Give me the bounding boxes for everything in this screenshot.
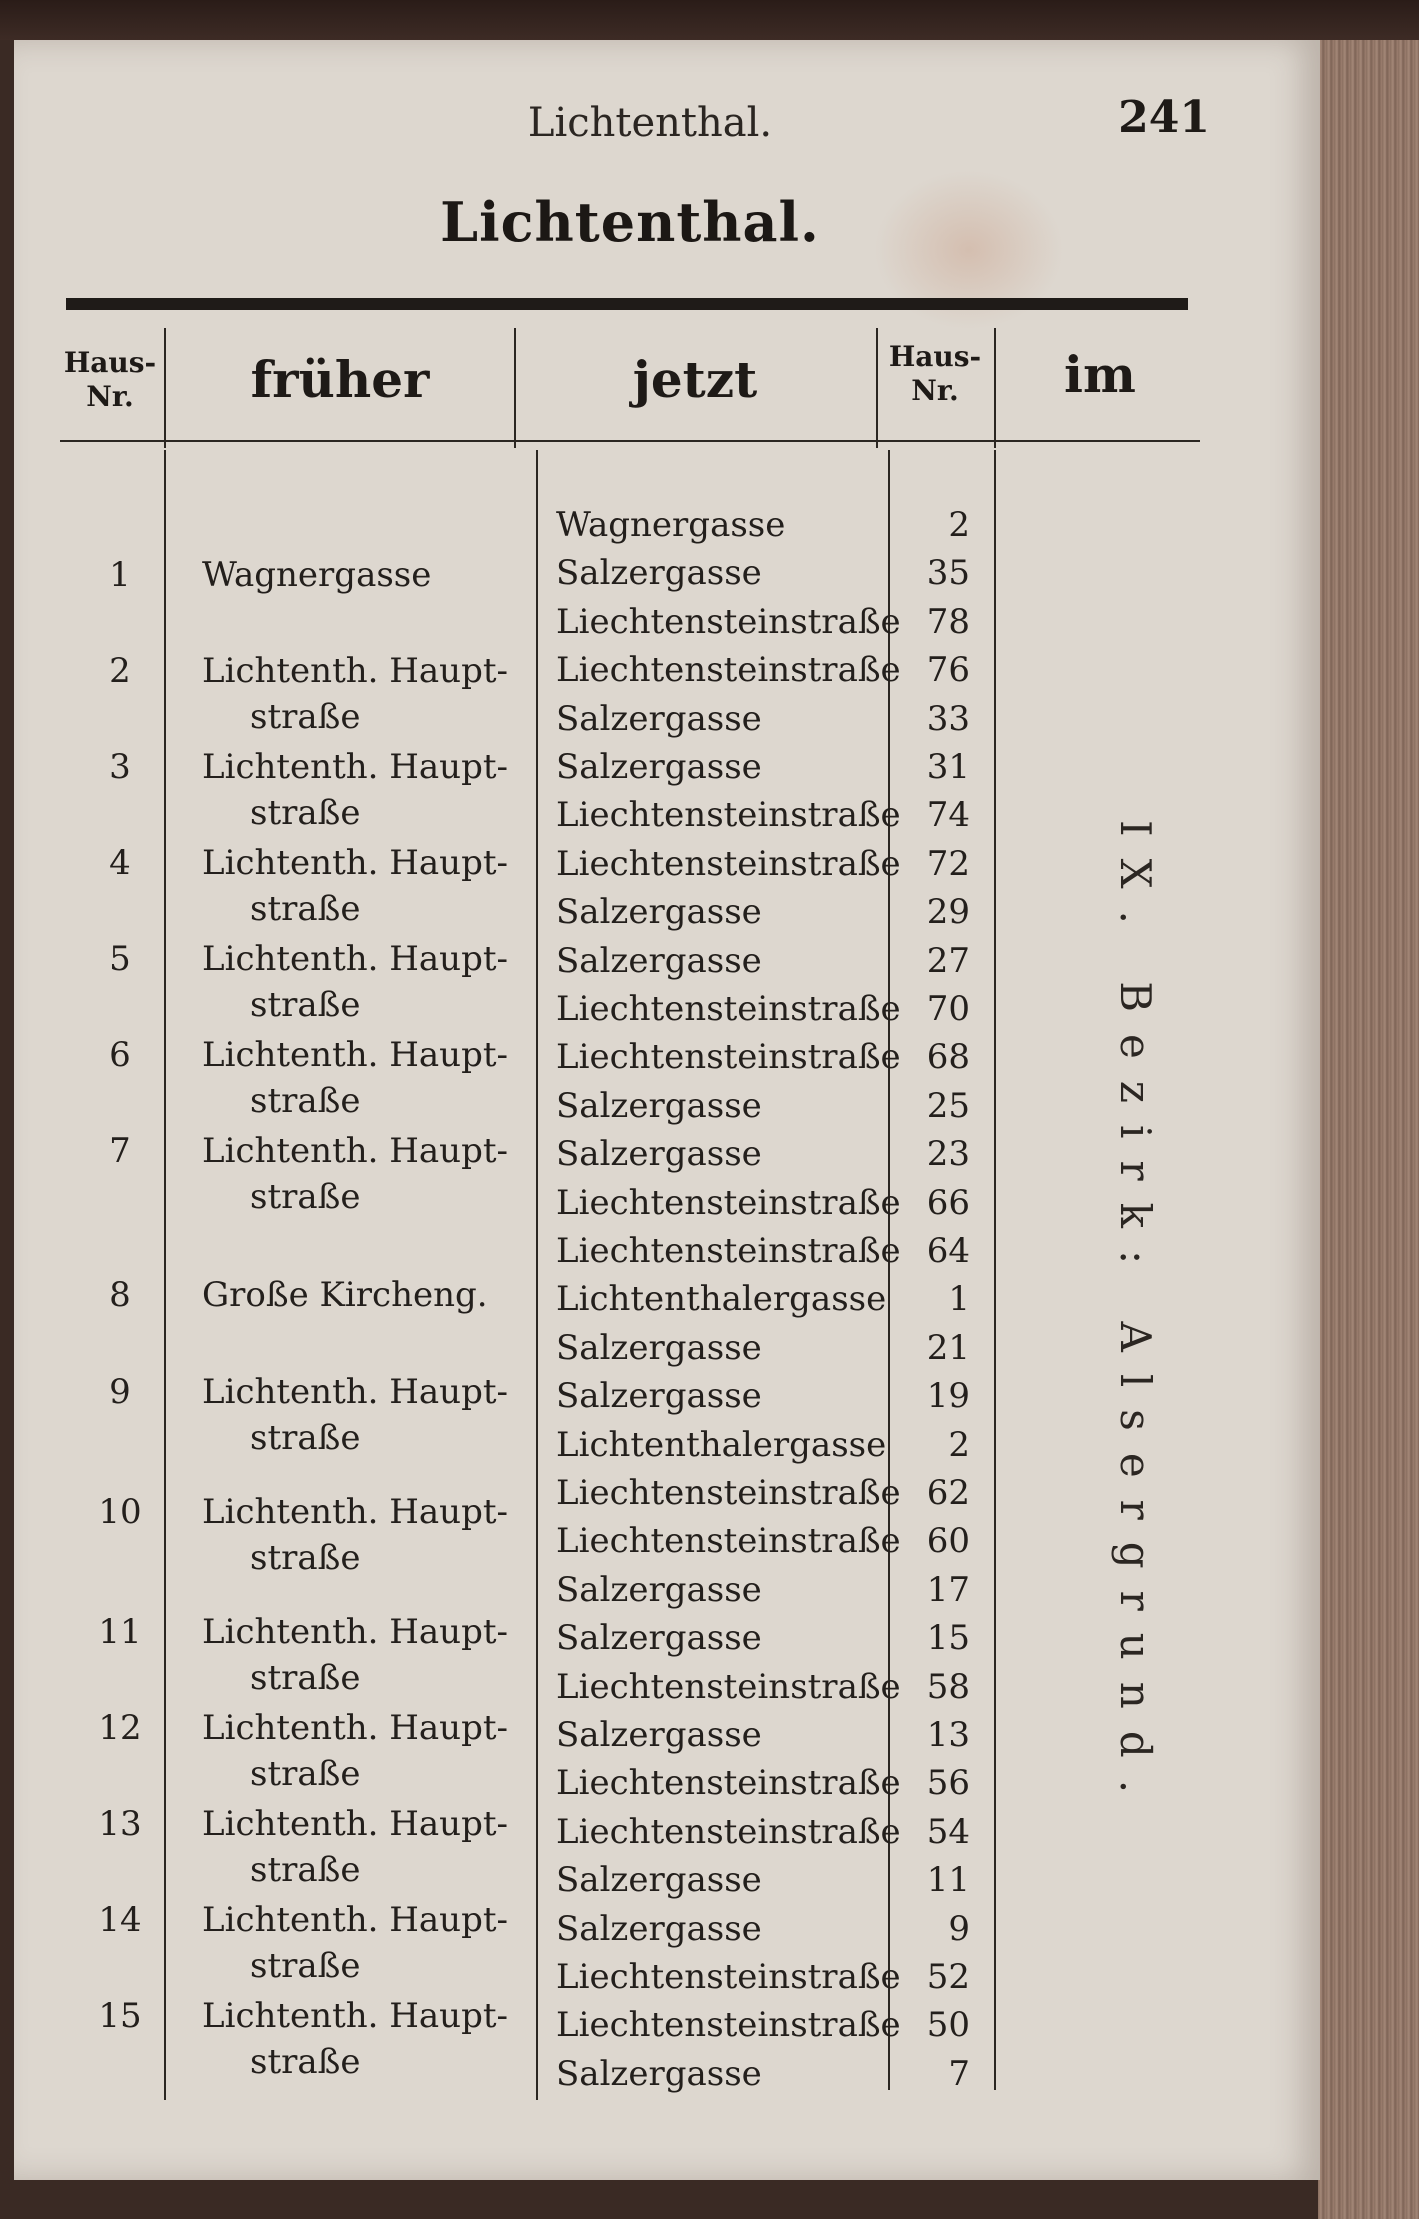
frueher-cell: Lichtenth. Haupt- [202,1996,508,2036]
jetzt-cell: Liechtensteinstraße [556,1812,901,1852]
haus-nr-cell: 5 [109,939,131,979]
column-divider [876,328,878,448]
jetzt-cell: Liechtensteinstraße [556,844,901,884]
haus-nr-cell: 68 [926,1037,970,1077]
haus-nr-cell: 23 [926,1134,970,1174]
frueher-cell: straße [250,1658,361,1698]
jetzt-cell: Salzergasse [556,892,762,932]
haus-nr-cell: 62 [926,1473,970,1513]
haus-nr-cell: 56 [926,1763,970,1803]
jetzt-cell: Liechtensteinstraße [556,1957,901,1997]
jetzt-cell: Liechtensteinstraße [556,1037,901,1077]
haus-nr-cell: 35 [926,553,970,593]
column-divider [164,328,166,448]
jetzt-cell: Liechtensteinstraße [556,1473,901,1513]
jetzt-cell: Salzergasse [556,1376,762,1416]
jetzt-cell: Salzergasse [556,941,762,981]
haus-nr-cell: 7 [948,2054,970,2094]
haus-nr-cell: 76 [926,650,970,690]
frueher-cell: straße [250,697,361,737]
frueher-cell: Lichtenth. Haupt- [202,1900,508,1940]
district-label: IX. Bezirk: Alsergrund. [1111,820,1160,1816]
column-header-haus-nr: Haus- Nr. [63,346,157,413]
frueher-cell: Lichtenth. Haupt- [202,843,508,883]
haus-nr-cell: 66 [926,1183,970,1223]
haus-nr-cell: 74 [926,795,970,835]
jetzt-cell: Liechtensteinstraße [556,1183,901,1223]
haus-nr-cell: 64 [926,1231,970,1271]
jetzt-cell: Salzergasse [556,1618,762,1658]
haus-nr-cell: 7 [109,1131,131,1171]
jetzt-cell: Liechtensteinstraße [556,2005,901,2045]
page-title: Lichtenthal. [440,190,820,254]
column-divider [514,328,516,448]
haus-nr-cell: 1 [109,555,131,595]
jetzt-cell: Liechtensteinstraße [556,1231,901,1271]
haus-nr-cell: 25 [926,1086,970,1126]
frueher-cell: Lichtenth. Haupt- [202,939,508,979]
page-edges [1318,40,1419,2219]
haus-nr-cell: 60 [926,1521,970,1561]
haus-nr-cell: 19 [926,1376,970,1416]
haus-nr-cell: 27 [926,941,970,981]
jetzt-cell: Salzergasse [556,1570,762,1610]
frueher-cell: straße [250,1538,361,1578]
jetzt-cell: Salzergasse [556,553,762,593]
jetzt-cell: Liechtensteinstraße [556,989,901,1029]
haus-nr-cell: 54 [926,1812,970,1852]
haus-nr-cell: 78 [926,602,970,642]
jetzt-cell: Liechtensteinstraße [556,795,901,835]
frueher-cell: straße [250,985,361,1025]
haus-nr-cell: 33 [926,699,970,739]
frueher-cell: Große Kircheng. [202,1275,488,1315]
haus-nr-cell: 21 [926,1328,970,1368]
frueher-cell: straße [250,1754,361,1794]
haus-nr-cell: 13 [926,1715,970,1755]
haus-nr-cell: 9 [109,1372,131,1412]
haus-nr-cell: 17 [926,1570,970,1610]
column-header-jetzt: jetzt [632,350,758,409]
haus-nr-cell: 2 [109,651,131,691]
frueher-cell: straße [250,1418,361,1458]
haus-nr-cell: 11 [98,1612,142,1652]
book-cover-edge [0,0,1419,40]
haus-nr-cell: 52 [926,1957,970,1997]
haus-nr-cell: 15 [926,1618,970,1658]
column-divider [164,450,166,2100]
haus-nr-cell: 50 [926,2005,970,2045]
haus-nr-cell: 31 [926,747,970,787]
frueher-cell: Lichtenth. Haupt- [202,1131,508,1171]
page-number: 241 [1118,92,1210,143]
frueher-cell: Lichtenth. Haupt- [202,1372,508,1412]
jetzt-cell: Lichtenthalergasse [556,1279,887,1319]
jetzt-cell: Salzergasse [556,2054,762,2094]
frueher-cell: straße [250,2042,361,2082]
jetzt-cell: Salzergasse [556,1086,762,1126]
column-header-haus-nr: Haus- Nr. [888,340,982,407]
frueher-cell: Lichtenth. Haupt- [202,1035,508,1075]
frueher-cell: straße [250,1946,361,1986]
haus-nr-cell: 72 [926,844,970,884]
jetzt-cell: Lichtenthalergasse [556,1425,887,1465]
column-header-rule [60,440,1200,442]
jetzt-cell: Liechtensteinstraße [556,1667,901,1707]
column-divider [536,450,538,2100]
frueher-cell: Lichtenth. Haupt- [202,1708,508,1748]
haus-nr-cell: 58 [926,1667,970,1707]
frueher-cell: straße [250,889,361,929]
haus-nr-cell: 3 [109,747,131,787]
frueher-cell: Wagnergasse [202,555,432,595]
column-divider [994,328,996,448]
jetzt-cell: Liechtensteinstraße [556,1763,901,1803]
jetzt-cell: Salzergasse [556,747,762,787]
jetzt-cell: Salzergasse [556,1715,762,1755]
column-header-im: im [1064,345,1136,404]
header-rule [66,298,1188,310]
column-divider [994,450,996,2090]
haus-nr-cell: 1 [948,1279,970,1319]
jetzt-cell: Salzergasse [556,699,762,739]
running-head: Lichtenthal. [527,100,773,146]
haus-nr-cell: 8 [109,1275,131,1315]
haus-nr-cell: 14 [98,1900,142,1940]
frueher-cell: Lichtenth. Haupt- [202,1492,508,1532]
frueher-cell: Lichtenth. Haupt- [202,1804,508,1844]
frueher-cell: straße [250,793,361,833]
haus-nr-cell: 6 [109,1035,131,1075]
frueher-cell: straße [250,1850,361,1890]
jetzt-cell: Liechtensteinstraße [556,650,901,690]
jetzt-cell: Wagnergasse [556,505,786,545]
haus-nr-cell: 9 [948,1909,970,1949]
haus-nr-cell: 29 [926,892,970,932]
jetzt-cell: Salzergasse [556,1909,762,1949]
frueher-cell: Lichtenth. Haupt- [202,1612,508,1652]
haus-nr-cell: 2 [948,505,970,545]
frueher-cell: Lichtenth. Haupt- [202,651,508,691]
jetzt-cell: Liechtensteinstraße [556,602,901,642]
haus-nr-cell: 12 [98,1708,142,1748]
haus-nr-cell: 2 [948,1425,970,1465]
jetzt-cell: Salzergasse [556,1134,762,1174]
haus-nr-cell: 70 [926,989,970,1029]
frueher-cell: Lichtenth. Haupt- [202,747,508,787]
haus-nr-cell: 11 [926,1860,970,1900]
jetzt-cell: Salzergasse [556,1328,762,1368]
frueher-cell: straße [250,1177,361,1217]
haus-nr-cell: 10 [98,1492,142,1532]
haus-nr-cell: 13 [98,1804,142,1844]
haus-nr-cell: 4 [109,843,131,883]
jetzt-cell: Liechtensteinstraße [556,1521,901,1561]
column-header-frueher: früher [250,350,430,409]
frueher-cell: straße [250,1081,361,1121]
haus-nr-cell: 15 [98,1996,142,2036]
jetzt-cell: Salzergasse [556,1860,762,1900]
